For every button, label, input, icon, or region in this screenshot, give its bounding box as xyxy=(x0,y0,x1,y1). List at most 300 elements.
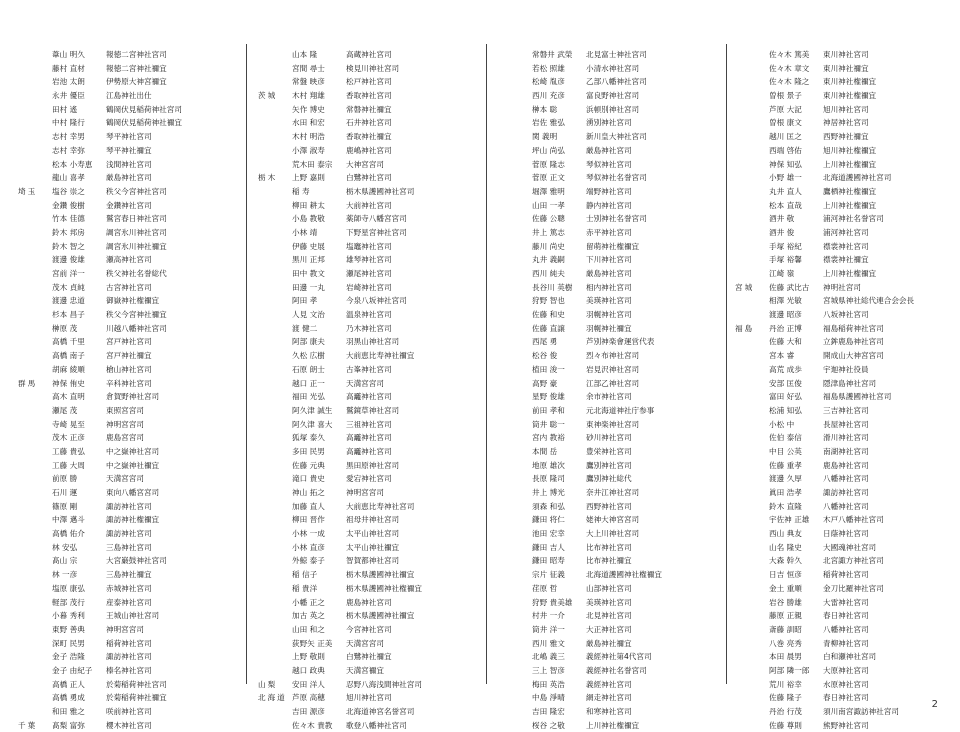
role-title: 東川神社権禰宜 xyxy=(823,77,877,87)
person-name: 宮前 洋一 xyxy=(52,269,85,278)
person-name: 堀澤 雅明 xyxy=(532,186,565,196)
list-item xyxy=(258,363,486,377)
list-item xyxy=(18,335,246,349)
person-name: 酒井 俊 xyxy=(769,227,795,237)
person-name: 常盤 映彦 xyxy=(292,77,325,87)
list-item xyxy=(735,226,960,240)
person-name: 丹治 正博 xyxy=(769,323,802,333)
list-item xyxy=(258,322,486,336)
list-item xyxy=(18,541,246,555)
list-item xyxy=(18,158,246,172)
person-name: 池田 宏幸 xyxy=(532,529,565,539)
role-title: 宮戸神社禰宜 xyxy=(106,351,152,361)
role-title: 浦河神社名誉宮司 xyxy=(823,214,884,224)
role-title: 宇迦神社役員 xyxy=(823,364,869,374)
role-title: 余市神社宮司 xyxy=(586,392,632,402)
list-item xyxy=(258,212,486,226)
person-name: 寺崎 晃至 xyxy=(52,419,85,429)
person-name: 安部 匡俊 xyxy=(769,378,802,388)
person-name: 佐藤 重孝 xyxy=(769,460,802,470)
person-name: 佐藤 直譲 xyxy=(532,323,565,333)
list-item xyxy=(498,404,726,418)
role-title: 検見川神社宮司 xyxy=(346,63,400,73)
role-title: 乙部八幡神社宮司 xyxy=(586,77,647,87)
person-name: 渡邊 忠道 xyxy=(52,296,85,306)
person-name: 瀬尾 茂 xyxy=(52,405,78,415)
person-name: 北嶋 義三 xyxy=(532,652,565,662)
column-divider xyxy=(726,44,727,684)
list-item xyxy=(258,390,486,404)
role-title: 諏訪神社宮司 xyxy=(106,652,152,662)
list-item xyxy=(498,390,726,404)
role-title: 下野星宮神社宮司 xyxy=(346,227,407,237)
role-title: 東照宮宮司 xyxy=(106,405,144,415)
role-title: 槍山神社宮司 xyxy=(106,364,152,374)
person-name: 加藤 直人 xyxy=(292,501,325,511)
list-item xyxy=(735,404,960,418)
role-title: 大前恵比寿神社禰宜 xyxy=(346,351,415,361)
role-title: 琴平神社宮司 xyxy=(106,132,152,142)
role-title: 北海道神宮名誉宮司 xyxy=(346,707,415,716)
person-name: 小澤 淑寿 xyxy=(292,145,325,155)
list-item xyxy=(735,418,960,432)
person-name: 植田 浚一 xyxy=(532,364,565,374)
person-name: 阿部 隣一郎 xyxy=(769,665,810,675)
list-item xyxy=(18,459,246,473)
person-name: 和田 雅之 xyxy=(52,707,85,716)
role-title: 岩見沢神社宮司 xyxy=(586,364,640,374)
list-item xyxy=(18,349,246,363)
role-title: 栃木県護國神社権禰宜 xyxy=(346,583,422,593)
role-title: 神明宮宮司 xyxy=(346,488,384,497)
person-name: 佐藤 公聰 xyxy=(532,214,565,224)
list-item xyxy=(498,486,726,500)
person-name: 長原 隆司 xyxy=(532,474,565,484)
person-name: 茂木 正彦 xyxy=(52,433,85,443)
person-name: 高橋 正人 xyxy=(52,679,85,689)
list-item xyxy=(498,472,726,486)
list-item xyxy=(498,637,726,651)
role-title: 高龗神社宮司 xyxy=(346,392,392,402)
person-name: 金子 由紀子 xyxy=(52,665,93,675)
list-item xyxy=(498,664,726,678)
role-title: 厳島神社宮司 xyxy=(106,173,152,183)
list-item xyxy=(735,623,960,637)
list-item xyxy=(18,103,246,117)
list-item xyxy=(735,650,960,664)
person-name: 多田 民男 xyxy=(292,446,325,456)
person-name: 工藤 貴弘 xyxy=(52,446,85,456)
role-title: 熊野神社宮司 xyxy=(823,720,869,730)
person-name: 木村 明浩 xyxy=(292,132,325,142)
list-item xyxy=(18,472,246,486)
prefecture-label: 埼玉 xyxy=(18,186,38,196)
person-name: 深町 民男 xyxy=(52,638,85,648)
list-item xyxy=(498,116,726,130)
person-name: 芦原 大記 xyxy=(769,104,802,114)
person-name: 金土 重順 xyxy=(769,583,802,593)
person-name: 荒木田 泰宗 xyxy=(292,159,333,169)
role-title: 天満宮宮司 xyxy=(346,638,384,648)
role-title: 新川皇大神社宮司 xyxy=(586,132,647,142)
person-name: 高橋 千里 xyxy=(52,337,85,347)
person-name: 関 義明 xyxy=(532,132,558,142)
role-title: 調宮氷川神社宮司 xyxy=(106,227,167,237)
person-name: 阿久津 喜大 xyxy=(292,419,333,429)
role-title: 天満宮宮司 xyxy=(346,378,384,388)
role-title: 山部神社宮司 xyxy=(586,583,632,593)
list-item xyxy=(18,596,246,610)
column-1 xyxy=(18,48,246,732)
list-item xyxy=(18,171,246,185)
role-title: 厳島神社宮司 xyxy=(586,145,632,155)
person-name: 佐藤 隆子 xyxy=(769,693,802,703)
list-item xyxy=(498,596,726,610)
person-name: 西川 純夫 xyxy=(532,269,565,278)
list-item xyxy=(18,377,246,391)
person-name: 竹本 佳德 xyxy=(52,214,85,224)
role-title: 留萌神社権禰宜 xyxy=(586,241,640,251)
role-title: 祖母井神社宮司 xyxy=(346,515,400,525)
list-item xyxy=(735,541,960,555)
list-item xyxy=(18,404,246,418)
person-name: 藤川 尚史 xyxy=(532,241,565,251)
list-item xyxy=(735,335,960,349)
role-title: 北宮諏方神社宮司 xyxy=(823,556,884,566)
list-item xyxy=(258,513,486,527)
person-name: 狩野 智也 xyxy=(532,296,565,306)
role-title: 東向八幡宮宮司 xyxy=(106,488,160,497)
person-name: 越口 政典 xyxy=(292,665,325,675)
list-item xyxy=(258,62,486,76)
column-4 xyxy=(735,48,960,732)
person-name: 小野 雄一 xyxy=(769,173,802,183)
list-item xyxy=(498,582,726,596)
list-item xyxy=(498,294,726,308)
role-title: 厳島神社禰宜 xyxy=(586,638,632,648)
prefecture-label: 北海道 xyxy=(258,693,287,703)
role-title: 白鷺神社禰宜 xyxy=(346,652,392,662)
role-title: 瀬高神社宮司 xyxy=(106,255,152,265)
list-item xyxy=(735,48,960,62)
role-title: 羽幌神社禰宜 xyxy=(586,323,632,333)
role-title: 春日神社宮司 xyxy=(823,611,869,621)
role-title: 今宮神社宮司 xyxy=(346,624,392,634)
person-name: 阿部 康夫 xyxy=(292,337,325,347)
list-item xyxy=(735,130,960,144)
role-title: 琴平神社禰宜 xyxy=(106,145,152,155)
column-2 xyxy=(258,48,486,732)
list-item xyxy=(18,431,246,445)
role-title: 鹿島神社宮司 xyxy=(346,597,392,607)
person-name: 吉田 源彦 xyxy=(292,707,325,716)
person-name: 筒井 聡一 xyxy=(532,419,565,429)
role-title: 秩父今宮神社禰宜 xyxy=(106,310,167,320)
person-name: 松本 小寿恵 xyxy=(52,159,93,169)
list-item xyxy=(258,568,486,582)
list-item xyxy=(735,390,960,404)
person-name: 宮内 教裕 xyxy=(532,433,565,443)
list-item xyxy=(735,349,960,363)
person-name: 高野 豪 xyxy=(532,378,558,388)
list-item xyxy=(498,199,726,213)
person-name: 加古 英之 xyxy=(292,611,325,621)
person-name: 神山 拓之 xyxy=(292,488,325,497)
role-title: 鹿島宮宮司 xyxy=(106,433,144,443)
list-item xyxy=(498,75,726,89)
list-item xyxy=(735,267,960,281)
person-name: 佐々木 篤美 xyxy=(769,50,810,59)
role-title: 鶴岡伏見稲荷神社宮司 xyxy=(106,104,182,114)
role-title: 砂川神社宮司 xyxy=(586,433,632,443)
page-number: 2 xyxy=(931,699,938,710)
role-title: 八幡神社宮司 xyxy=(823,501,869,511)
role-title: 襟裳神社宮司 xyxy=(823,241,869,251)
role-title: 八坂神社宮司 xyxy=(823,310,869,320)
prefecture-label: 群馬 xyxy=(18,378,38,388)
role-title: 石井神社宮司 xyxy=(346,118,392,128)
role-title: 青柳神社宮司 xyxy=(823,638,869,648)
role-title: 西野神社禰宜 xyxy=(823,132,869,142)
person-name: 丸井 直人 xyxy=(769,186,802,196)
role-title: 鷹別神社総代 xyxy=(586,474,632,484)
list-item xyxy=(258,623,486,637)
role-title: 白鷺神社宮司 xyxy=(346,173,392,183)
person-name: 狐塚 泰久 xyxy=(292,433,325,443)
list-item xyxy=(735,609,960,623)
list-item xyxy=(735,89,960,103)
role-title: 金鑽神社宮司 xyxy=(106,200,152,210)
person-name: 矢作 博史 xyxy=(292,104,325,114)
person-name: 芦原 高穂 xyxy=(292,693,325,703)
role-title: 鷹栖神社権禰宜 xyxy=(823,186,877,196)
role-title: 太平山神社禰宜 xyxy=(346,542,400,552)
person-name: 田邊 一丸 xyxy=(292,282,325,292)
list-item xyxy=(735,253,960,267)
person-name: 柳田 晋作 xyxy=(292,515,325,525)
role-title: 水原神社宮司 xyxy=(823,679,869,689)
role-title: 上川神社権禰宜 xyxy=(823,269,877,278)
role-title: 高龗神社宮司 xyxy=(346,446,392,456)
role-title: 東川神社禰宜 xyxy=(823,63,869,73)
person-name: 佐藤 和史 xyxy=(532,310,565,320)
person-name: 荏原 哲 xyxy=(532,583,558,593)
list-item xyxy=(18,48,246,62)
person-name: 若松 照雄 xyxy=(532,63,565,73)
role-title: 温泉神社宮司 xyxy=(346,310,392,320)
role-title: 御嶽神社権禰宜 xyxy=(106,296,160,306)
list-item xyxy=(498,158,726,172)
list-item xyxy=(735,158,960,172)
list-item xyxy=(498,609,726,623)
person-name: 髙梨 富弥 xyxy=(52,720,85,730)
list-item xyxy=(18,308,246,322)
list-item xyxy=(18,705,246,719)
person-name: 地原 雄次 xyxy=(532,460,565,470)
list-item xyxy=(258,267,486,281)
person-name: 金子 浩隆 xyxy=(52,652,85,662)
role-title: 岩崎神社宮司 xyxy=(346,282,392,292)
person-name: 塩谷 崇之 xyxy=(52,186,85,196)
person-name: 荻野矢 正美 xyxy=(292,638,333,648)
person-name: 山本 隆 xyxy=(292,50,318,59)
person-name: 常磐井 武榮 xyxy=(532,50,573,59)
person-name: 田村 遙 xyxy=(52,104,78,114)
list-item xyxy=(258,226,486,240)
person-name: 江崎 嶺 xyxy=(769,269,795,278)
role-title: 滑川神社宮司 xyxy=(823,433,869,443)
role-title: 北見神社宮司 xyxy=(586,611,632,621)
list-item xyxy=(18,144,246,158)
role-title: 湧別神社宮司 xyxy=(586,118,632,128)
role-title: 於菊稲荷神社宮司 xyxy=(106,679,167,689)
role-title: 鷲宮春日神社宮司 xyxy=(106,214,167,224)
list-item xyxy=(258,240,486,254)
role-title: 黒田原神社宮司 xyxy=(346,460,400,470)
list-item xyxy=(498,185,726,199)
role-title: 大雷神社宮司 xyxy=(823,597,869,607)
person-name: 松本 直哉 xyxy=(769,200,802,210)
person-name: 小林 直彦 xyxy=(292,542,325,552)
role-title: 福島県護國神社宮司 xyxy=(823,392,892,402)
list-item xyxy=(258,691,486,705)
list-item xyxy=(498,678,726,692)
person-name: 田中 教文 xyxy=(292,269,325,278)
person-name: 山田 和之 xyxy=(292,624,325,634)
person-name: 佐藤 元典 xyxy=(292,460,325,470)
list-item xyxy=(735,637,960,651)
list-item xyxy=(258,349,486,363)
list-item xyxy=(18,75,246,89)
role-title: 愛宕神社宮司 xyxy=(346,474,392,484)
role-title: 鷲鏡草神社宮司 xyxy=(346,405,400,415)
prefecture-label: 栃木 xyxy=(258,173,278,183)
person-name: 越川 匡之 xyxy=(769,132,802,142)
list-item xyxy=(735,459,960,473)
person-name: 荒川 裕幸 xyxy=(769,679,802,689)
role-title: 北海道護國神社権禰宜 xyxy=(586,570,662,580)
list-item xyxy=(498,144,726,158)
role-title: 倉賀野神社宮司 xyxy=(106,392,160,402)
list-item xyxy=(258,554,486,568)
list-item xyxy=(18,500,246,514)
role-title: 八幡神社宮司 xyxy=(823,624,869,634)
person-name: 鈴木 邦房 xyxy=(52,227,85,237)
role-title: 榛名神社宮司 xyxy=(106,665,152,675)
person-name: 龍山 喜孝 xyxy=(52,173,85,183)
role-title: 大宮巌鼓神社宮司 xyxy=(106,556,167,566)
list-item xyxy=(18,240,246,254)
list-item xyxy=(18,691,246,705)
role-title: 長屋神社宮司 xyxy=(823,419,869,429)
list-item xyxy=(498,418,726,432)
role-title: 八幡神社宮司 xyxy=(823,474,869,484)
person-name: 中目 公英 xyxy=(769,446,802,456)
list-item xyxy=(258,158,486,172)
person-name: 鎌田 将仁 xyxy=(532,515,565,525)
column-3 xyxy=(498,48,726,732)
role-title: 神明宮宮司 xyxy=(106,419,144,429)
list-item xyxy=(18,390,246,404)
list-item xyxy=(258,527,486,541)
list-item xyxy=(258,486,486,500)
list-item xyxy=(258,308,486,322)
list-item xyxy=(735,294,960,308)
role-title: 古峯神社宮司 xyxy=(346,364,392,374)
person-name: 上野 敬則 xyxy=(292,652,325,662)
list-item xyxy=(498,322,726,336)
person-name: 手塚 裕馨 xyxy=(769,255,802,265)
list-item xyxy=(18,226,246,240)
list-item xyxy=(258,596,486,610)
list-item xyxy=(498,171,726,185)
role-title: 今泉八坂神社宮司 xyxy=(346,296,407,306)
person-name: 松浦 知弘 xyxy=(769,405,802,415)
person-name: 松崎 胤彦 xyxy=(532,77,565,87)
prefecture-label: 福島 xyxy=(735,323,755,333)
person-name: 茂木 貞純 xyxy=(52,282,85,292)
list-item xyxy=(18,212,246,226)
person-name: 葦山 明久 xyxy=(52,50,85,59)
list-item xyxy=(258,404,486,418)
role-title: 伊勢原大神宮禰宜 xyxy=(106,77,167,87)
list-item xyxy=(735,185,960,199)
role-title: 襟裳神社禰宜 xyxy=(823,255,869,265)
list-item xyxy=(258,678,486,692)
person-name: 小暮 秀利 xyxy=(52,611,85,621)
role-title: 雄琴神社宮司 xyxy=(346,255,392,265)
role-title: 義經神社第4代宮司 xyxy=(586,652,652,662)
role-title: 乃木神社宮司 xyxy=(346,323,392,333)
role-title: 木戸八幡神社宮司 xyxy=(823,515,884,525)
role-title: 松戸神社宮司 xyxy=(346,77,392,87)
role-title: 辛科神社宮司 xyxy=(106,378,152,388)
list-item xyxy=(735,568,960,582)
role-title: 姥神大神宮宮司 xyxy=(586,515,640,525)
list-item xyxy=(498,103,726,117)
role-title: 相内神社宮司 xyxy=(586,282,632,292)
role-title: 義經神社宮司 xyxy=(586,679,632,689)
person-name: 筒井 洋一 xyxy=(532,624,565,634)
list-item xyxy=(258,459,486,473)
role-title: 太平山神社宮司 xyxy=(346,529,400,539)
role-title: 奈井江神社宮司 xyxy=(586,488,640,497)
person-name: 鈴木 直隆 xyxy=(769,501,802,511)
person-name: 井上 篤志 xyxy=(532,227,565,237)
list-item xyxy=(18,185,246,199)
role-title: 旭川神社宮司 xyxy=(823,104,869,114)
person-name: 酒井 敬 xyxy=(769,214,795,224)
role-title: 江島神社出仕 xyxy=(106,91,152,101)
list-item xyxy=(258,445,486,459)
person-name: 山田 一孝 xyxy=(532,200,565,210)
list-item xyxy=(18,267,246,281)
person-name: 神保 侑史 xyxy=(52,378,85,388)
person-name: 藤原 正親 xyxy=(769,611,802,621)
role-title: 須川南宮諏訪神社宮司 xyxy=(823,707,899,716)
role-title: 大國魂神社宮司 xyxy=(823,542,877,552)
list-item xyxy=(735,308,960,322)
list-item xyxy=(735,513,960,527)
role-title: 神明宮宮司 xyxy=(106,624,144,634)
role-title: 大上川神社宮司 xyxy=(586,529,640,539)
role-title: 白和瀬神社宮司 xyxy=(823,652,877,662)
person-name: 坪山 尚弘 xyxy=(532,145,565,155)
role-title: 東川神社権禰宜 xyxy=(823,91,877,101)
person-name: 岩池 太朗 xyxy=(52,77,85,87)
person-name: 宗片 征義 xyxy=(532,570,565,580)
list-item xyxy=(735,377,960,391)
